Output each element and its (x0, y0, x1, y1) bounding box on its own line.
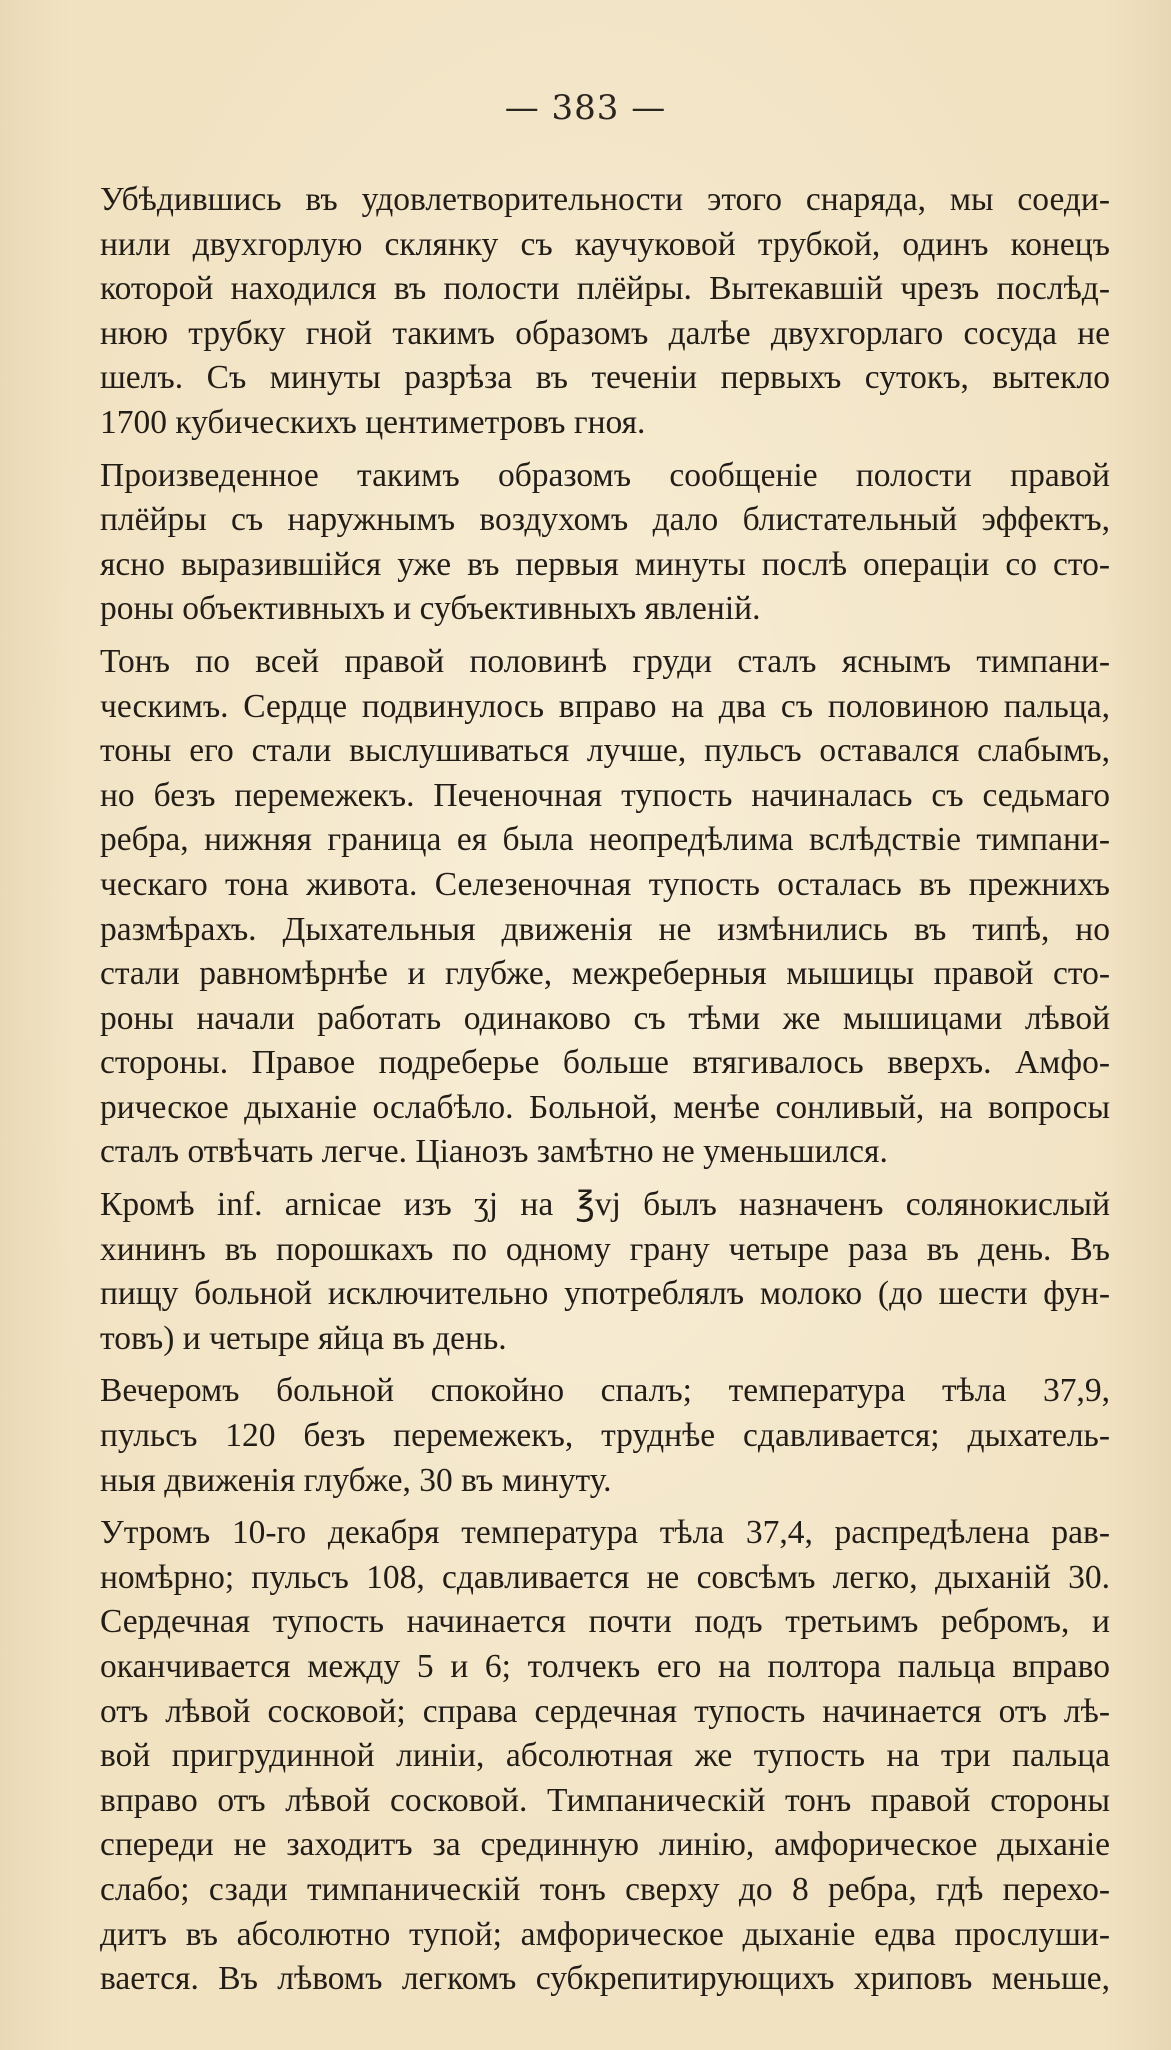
text-line: нюю трубку гной такимъ образомъ далѣе двухгорлаго сосуда не (100, 314, 1110, 352)
text-line: стороны. Правое подреберье больше втягивалось вверхъ. Амфо- (100, 1044, 1110, 1082)
text-line: тоны его стали выслушиваться лучше, пульсъ оставался слабымъ, (100, 732, 1110, 770)
text-line: ныя движенія глубже, 30 въ минуту. (100, 1461, 612, 1499)
text-line: вправо отъ лѣвой сосковой. Тимпаническій тонъ правой стороны (100, 1781, 1110, 1819)
text-line: сталъ отвѣчать легче. Ціанозъ замѣтно не уменьшился. (100, 1133, 888, 1171)
text-line: спереди не заходитъ за срединную линію, амфорическое дыханіе (100, 1826, 1110, 1864)
paragraph (100, 178, 1110, 446)
text-line: нили двухгорлую склянку съ каучуковой трубкой, одинъ конецъ (100, 225, 1110, 263)
text-line: стали равномѣрнѣе и глубже, межреберныя мышицы правой сто- (100, 955, 1110, 993)
text-line: роны объективныхъ и субъективныхъ явленій. (100, 590, 761, 628)
text-line: шелъ. Съ минуты разрѣза въ теченіи первыхъ сутокъ, вытекло (100, 359, 1110, 397)
text-line: дитъ въ абсолютно тупой; амфорическое дыханіе едва прослуши- (100, 1915, 1110, 1953)
paragraph (100, 640, 1110, 1175)
text-line: вой пригрудинной линіи, абсолютная же тупость на три пальца (100, 1737, 1110, 1775)
text-line: 1700 кубическихъ центиметровъ гноя. (100, 403, 646, 441)
text-line: пульсъ 120 безъ перемежекъ, труднѣе сдавливается; дыхатель- (100, 1417, 1110, 1455)
text-line: слабо; сзади тимпаническій тонъ сверху до 8 ребра, гдѣ перехо- (100, 1870, 1110, 1908)
text-line: Убѣдившись въ удовлетворительности этого снаряда, мы соеди- (100, 181, 1110, 218)
text-line: Произведенное такимъ образомъ сообщеніе полости правой (100, 456, 1110, 494)
text-line: размѣрахъ. Дыхательныя движенія не измѣнились въ типѣ, но (100, 910, 1110, 948)
text-line: плёйры съ наружнымъ воздухомъ дало блистательный эффектъ, (100, 501, 1110, 539)
text-line: которой находился въ полости плёйры. Вытекавшій чрезъ послѣд- (100, 270, 1110, 308)
text-line: оканчивается между 5 и 6; толчекъ его на полтора пальца вправо (100, 1648, 1110, 1685)
text-line: Сердечная тупость начинается почти подъ третьимъ ребромъ, и (100, 1603, 1110, 1641)
text-line: хининъ въ порошкахъ по одному грану четыре раза въ день. Въ (100, 1230, 1110, 1268)
text-line: отъ лѣвой сосковой; справа сердечная тупость начинается отъ лѣ- (100, 1692, 1110, 1730)
text-line: товъ) и четыре яйца въ день. (100, 1319, 507, 1357)
text-line: Вечеромъ больной спокойно спалъ; температура тѣла 37,9, (100, 1372, 1110, 1410)
text-line: номѣрно; пульсъ 108, сдавливается не совсѣмъ легко, дыханій 30. (100, 1558, 1110, 1596)
text-line: ческимъ. Сердце подвинулось вправо на два съ половиною пальца, (100, 687, 1110, 725)
page-number: — 383 — (504, 88, 667, 128)
text-line: ясно выразившійся уже въ первыя минуты послѣ операціи со сто- (100, 545, 1110, 583)
text-line: но безъ перемежекъ. Печеночная тупость начиналась съ седьмаго (100, 776, 1110, 814)
text-line: рическое дыханіе ослабѣло. Больной, менѣе сонливый, на вопросы (100, 1088, 1110, 1126)
text-line: Кромѣ inf. arnicae изъ ʒj на ℥vj былъ назначенъ солянокислый (100, 1186, 1110, 1224)
text-line: Тонъ по всей правой половинѣ груди сталъ яснымъ тимпани- (100, 642, 1110, 680)
text-line: роны начали работать одинаково съ тѣми же мышицами лѣвой (100, 999, 1110, 1037)
paragraph (100, 1511, 1110, 2002)
body-text (100, 178, 1110, 2010)
paragraph (100, 454, 1110, 632)
text-line: Утромъ 10-го декабря температура тѣла 37,4, распредѣлена рав- (100, 1514, 1110, 1552)
text-line: ребра, нижняя граница ея была неопредѣлима вслѣдствіе тимпани- (100, 821, 1110, 859)
paragraph (100, 1369, 1110, 1503)
text-line: пищу больной исключительно употреблялъ молоко (до шести фун- (100, 1275, 1110, 1313)
text-line: вается. Въ лѣвомъ легкомъ субкрепитирующихъ хриповъ меньше, (100, 1960, 1110, 1998)
paragraph (100, 1183, 1110, 1361)
text-line: ческаго тона живота. Селезеночная тупость осталась въ прежнихъ (100, 865, 1110, 903)
